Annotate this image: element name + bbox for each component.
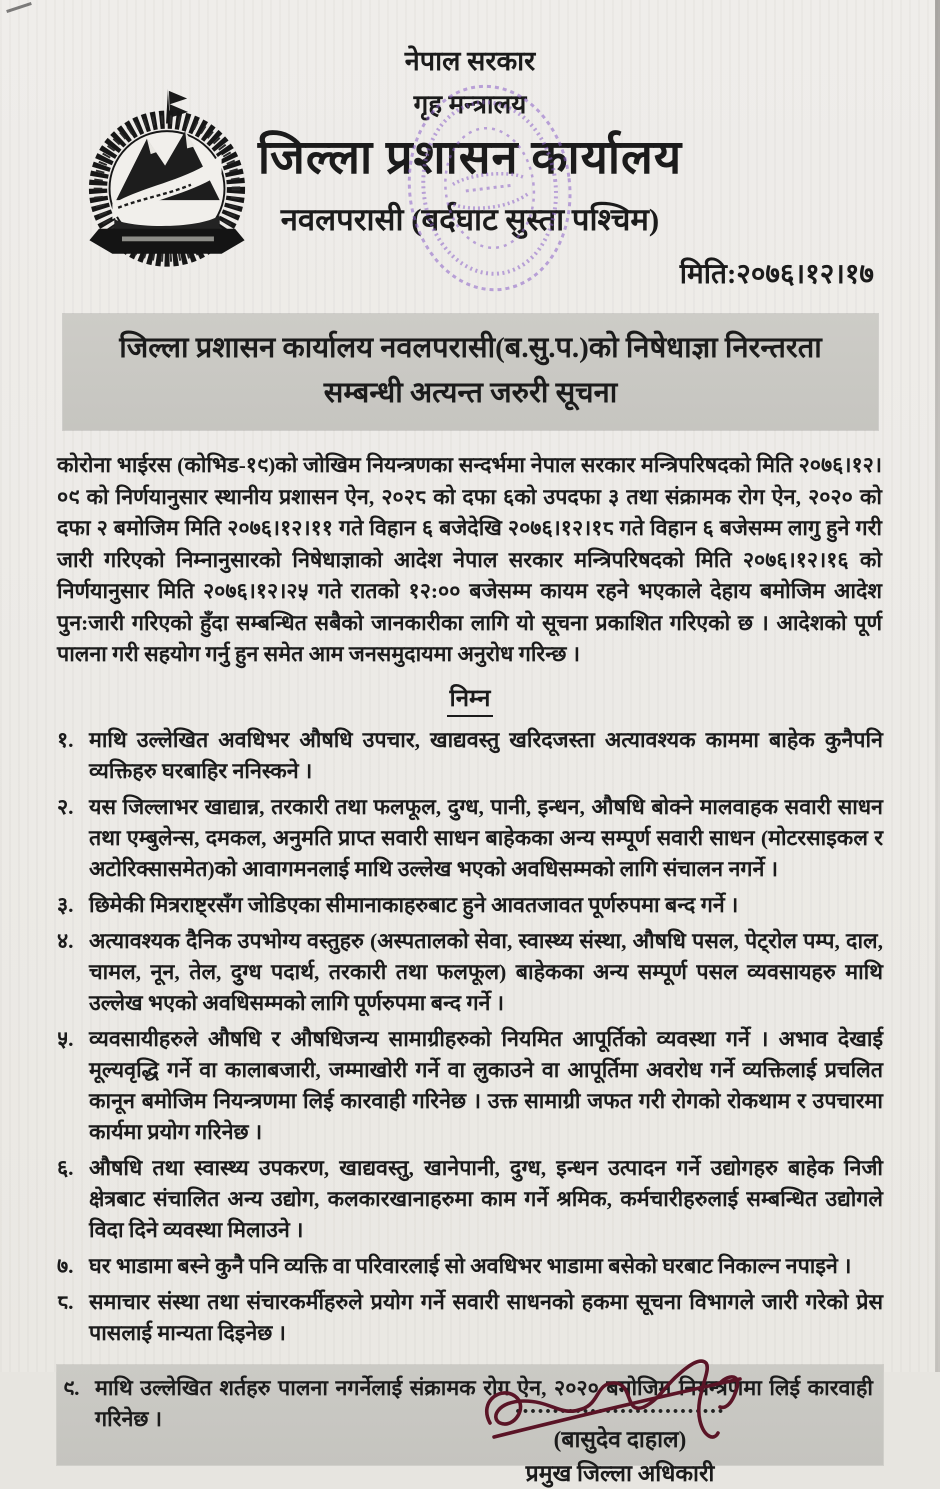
clause-7-text: घर भाडामा बस्ने कुनै पनि व्यक्ति वा परिवारलाई सो अवधिभर भाडामा बसेको घरबाट निकाल्न नपाइने ।	[89, 1253, 852, 1278]
nepal-government-emblem-icon	[76, 84, 258, 274]
clause-5-number: ५.	[57, 1026, 74, 1051]
clause-4-text: अत्यावश्यक दैनिक उपभोग्य वस्तुहरु (अस्पतालको सेवा, स्वास्थ्य संस्था, औषधि पसल, पेट्रोल पम्प, दाल, चामल, नून, तेल, दुग्ध पदार्थ, तरकारी तथा फलफूल) बाहेकका अन्य सम्पूर्ण पसल व्यवसायहरु माथि उल्लेख भएको अवधिसम्मको लागि पूर्णरुपमा बन्द गर्ने ।	[89, 928, 883, 1015]
clause-1-text: माथि उल्लेखित अवधिभर औषधि उपचार, खाद्यवस्तु खरिदजस्ता अत्यावश्यक काममा बाहेक कुनैपनि व्यक्तिहरु घरबाहिर ननिस्कने ।	[89, 727, 883, 783]
intro-paragraph: कोरोना भाईरस (कोभिड-१९)को जोखिम नियन्त्रणका सन्दर्भमा नेपाल सरकार मन्त्रिपरिषदको मिति २०७६।१२।०९ को निर्णयानुसार स्थानीय प्रशासन ऐन, २०२८ को दफा ६को उपदफा ३ तथा संक्रामक रोग ऐन, २०२० को दफा २ बमोजिम मिति २०७६।१२।११ गते विहान ६ बजेदेखि २०७६।१२।१८ गते विहान ६ बजेसम्म लागु हुने गरी जारी गरिएको निम्नानुसारको निषेधाज्ञाको आदेश नेपाल सरकार मन्त्रिपरिषदको मिति २०७६।१२।१६ को निर्णयानुसार मिति २०७६।१२।२५ गते रातको १२:०० बजेसम्म कायम रहने भएकाले देहाय बमोजिम आदेश पुन:जारी गरिएको हुँदा सम्बन्धित सबैको जानकारीका लागि यो सूचना प्रकाशित गरिएको छ । आदेशको पूर्ण पालना गरी सहयोग गर्नु हुन समेत आम जनसमुदायमा अनुरोध गरिन्छ ।	[57, 453, 882, 666]
clause-7	[57, 1251, 883, 1282]
letterhead	[0, 0, 940, 292]
clause-5-text: व्यवसायीहरुले औषधि र औषधिजन्य सामाग्रीहरुको नियमित आपूर्तिको व्यवस्था गर्ने । अभाव देखाई मूल्यवृद्धि गर्ने वा कालाबजारी, जम्माखोरी गर्ने वा लुकाउने वा आपूर्तिमा अवरोध गर्ने व्यक्तिलाई प्रचलित कानून बमोजिम नियन्त्रणमा लिई कारवाही गरिनेछ । उक्त सामाग्री जफत गरी रोगको रोकथाम र उपचारमा कार्यमा प्रयोग गरिनेछ ।	[89, 1026, 883, 1144]
clause-4	[57, 926, 883, 1019]
clause-1-number: १.	[57, 727, 74, 752]
clause-1	[57, 725, 883, 787]
signature-dotted-line: ............................	[515, 1394, 725, 1417]
notice-date: मिति:२०७६।१२।१७	[679, 259, 874, 290]
list-heading-text: निम्न	[447, 681, 494, 717]
ministry-name: गृह मन्त्रालय	[413, 90, 527, 119]
clause-2-number: २.	[57, 794, 74, 819]
clause-8	[57, 1287, 883, 1349]
district-name: नवलपरासी (बर्दघाट सुस्ता पश्चिम)	[280, 202, 660, 237]
signatory-title: प्रमुख जिल्ला अधिकारी	[525, 1460, 715, 1486]
notice-title-line2: सम्बन्धी अत्यन्त जरुरी सूचना	[323, 377, 618, 409]
clause-2-text: यस जिल्लाभर खाद्यान्न, तरकारी तथा फलफूल, दुग्ध, पानी, इन्धन, औषधि बोक्ने मालवाहक सवारी साधन तथा एम्बुलेन्स, दमकल, अनुमति प्राप्त सवारी साधन बाहेकका अन्य सम्पूर्ण सवारी साधन (मोटरसाइकल र अटोरिक्सासमेत)को आवागमनलाई माथि उल्लेख भएको अवधिसम्मको लागि संचालन नगर्ने ।	[89, 794, 883, 881]
clause-6	[57, 1153, 883, 1246]
clause-7-number: ७.	[57, 1253, 74, 1278]
signatory-name: (बासुदेव दाहाल)	[553, 1426, 687, 1452]
clause-9-text: माथि उल्लेखित शर्तहरु पालना नगर्नेलाई संक्रामक रोग ऐन, २०२० बमोजिम नियन्त्रणमा लिई कारवाही गरिनेछ ।	[95, 1375, 873, 1431]
clause-8-number: ८.	[57, 1289, 74, 1314]
handwritten-signature-icon	[468, 1349, 778, 1469]
notice-title-block	[63, 314, 878, 430]
government-name: नेपाल सरकार	[404, 46, 536, 76]
clause-8-text: समाचार संस्था तथा संचारकर्मीहरुले प्रयोग गर्ने सवारी साधनको हकमा सूचना विभागले जारी गरेको प्रेस पासलाई मान्यता दिइनेछ ।	[89, 1289, 883, 1345]
clause-9-number: ९.	[63, 1375, 80, 1400]
clause-6-number: ६.	[57, 1155, 74, 1180]
clause-2	[57, 792, 883, 885]
clause-3-number: ३.	[57, 892, 74, 917]
list-heading	[0, 681, 940, 717]
clause-4-number: ४.	[57, 928, 74, 953]
signature-block	[440, 1395, 800, 1489]
notice-title-line1: जिल्ला प्रशासन कार्यालय नवलपरासी(ब.सु.प.)को निषेधाज्ञा निरन्तरता	[119, 332, 822, 364]
clause-3	[57, 890, 883, 921]
clause-5	[57, 1024, 883, 1148]
clause-6-text: औषधि तथा स्वास्थ्य उपकरण, खाद्यवस्तु, खानेपानी, दुग्ध, इन्धन उत्पादन गर्ने उद्योगहरु बाहेक निजी क्षेत्रबाट संचालित अन्य उद्योग, कलकारखानाहरुमा काम गर्ने श्रमिक, कर्मचारीहरुलाई सम्बन्धित उद्योगले विदा दिने व्यवस्था मिलाउने ।	[89, 1155, 883, 1242]
office-name: जिल्ला प्रशासन कार्यालय	[257, 132, 683, 184]
clause-3-text: छिमेकी मित्रराष्ट्रसँग जोडिएका सीमानाकाहरुबाट हुने आवतजावत पूर्णरुपमा बन्द गर्ने ।	[89, 892, 739, 917]
